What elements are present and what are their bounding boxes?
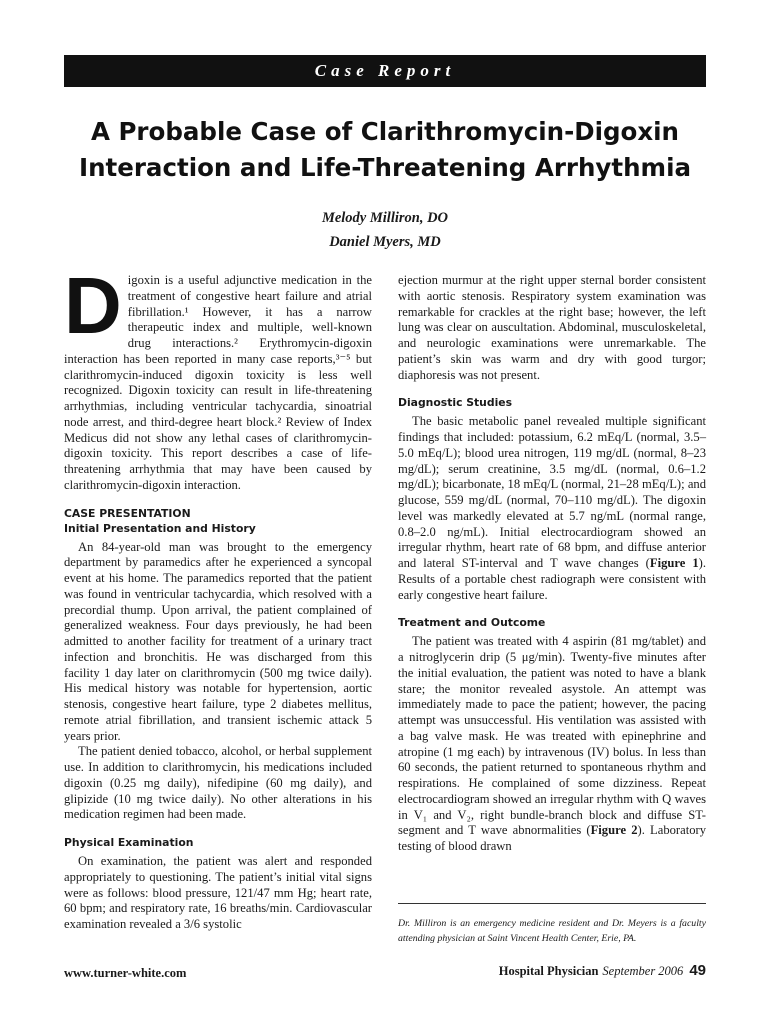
treatment-text-b: ). Laboratory testing of blood drawn	[398, 823, 706, 853]
subheading-physical-examination: Physical Examination	[64, 836, 194, 849]
paragraph-diagnostic-studies	[398, 414, 706, 603]
figure-2-reference[interactable]: Figure 2	[590, 823, 638, 838]
figure-1-reference[interactable]: Figure 1	[649, 556, 699, 570]
article-type-banner: Case Report	[64, 55, 706, 87]
treatment-text-a: The patient was treated with 4 aspirin (81 mg/tablet) and a nitroglycerin drip (5 μg/min). Twenty-five minutes after the initial evaluation, the patient was noted to have a blank stare; the monitor revealed asystole. An attempt was immediately made to pace the patient; however, the pacing attempt was unsuccessful. His ventilation was assisted with a bag valve mask. He was treated with epinephrine and atropine (1 mg each) by intravenous (IV) bolus. In less than 60 seconds, the patient returned to spontaneous rhythm and respirations. He complained of some dizziness. Repeat electrocardiogram showed an irregular rhythm with Q waves in V₁ and V₂, right bundle-branch block and diffuse ST-segment and T wave abnormalities (	[398, 634, 706, 838]
intro-text: igoxin is a useful adjunctive medication in the treatment of congestive heart failure and atrial fibrillation.¹ However, it has a narrow therapeutic index and multiple, well-known drug interactions.² Erythromycin-digoxin interaction has been reported in many case reports,³⁻⁵ but clarithromycin-induced digoxin toxicity is less well recognized. Digoxin toxicity can result in life-threatening arrhythmias, including ventricular tachycardia, sinoatrial node arrest, and third-degree heart block.² Review of Index Medicus did not show any lethal cases of clarithromycin-digoxin toxicity. This report describes a case of life-threatening arrhythmia that may have been caused by clarithromycin-digoxin interaction.	[64, 273, 372, 492]
paragraph-physical-examination: On examination, the patient was alert and responded appropriately to questioning. The patient’s initial vital signs were as follows: blood pressure, 121/47 mm Hg; heart rate, 60 bpm; and respiratory rate, 16 breaths/min. Cardiovascular examination revealed a 3/6 systolic	[64, 854, 372, 931]
footer-website-link[interactable]: www.turner-white.com	[64, 966, 187, 980]
subheading-diagnostic-studies: Diagnostic Studies	[398, 396, 513, 410]
diagnostic-text-a: The basic metabolic panel revealed multiple significant findings that included: potassium, 6.2 mEq/L (normal, 3.5–5.0 mEq/L); blood urea nitrogen, 119 mg/dL (normal, 8–23 mg/dL); serum creatinine, 3.5 mg/dL (normal, 0.6–1.2 mg/dL); bicarbonate, 18 mEq/L (normal, 21–28 mEq/L); and glucose, 559 mg/dL (normal, 70–110 mg/dL). The digoxin level was markedly elevated at 5.7 ng/mL (normal range, 0.8–2.0 ng/mL). Initial electrocardiogram showed an irregular rhythm, heart rate of 68 bpm, and diffuse anterior and lateral ST-interval and T wave changes (	[398, 414, 706, 570]
author-affiliation-footnote: Dr. Milliron is an emergency medicine resident and Dr. Meyers is a faculty attending physician at Saint Vincent Health Center, Erie, PA.	[398, 903, 706, 946]
footer-date: September 2006	[602, 964, 684, 978]
footer-journal-name: Hospital Physician	[498, 964, 599, 978]
author-list	[0, 206, 770, 254]
title-line-1: A Probable Case of Clarithromycin-Digoxin	[90, 117, 679, 146]
intro-paragraph	[64, 261, 372, 494]
section-heading-case-presentation: CASE PRESENTATION	[64, 506, 191, 520]
diagnostic-text-b: ). Results of a portable chest radiograph were consistent with early congestive heart failure.	[398, 556, 706, 602]
paragraph-treatment-outcome	[398, 634, 706, 855]
drop-cap: D	[64, 261, 122, 350]
page-number: 49	[689, 962, 706, 979]
paragraph-medications: The patient denied tobacco, alcohol, or herbal supplement use. In addition to clarithromycin, his medications included digoxin (0.25 mg daily), nifedipine (60 mg daily), and glipizide (10 mg twice daily). No other alterations in his medication regimen had been made.	[64, 744, 372, 822]
author-2: Daniel Myers, MD	[329, 234, 441, 250]
title-line-2: Interaction and Life-Threatening Arrhythmia	[78, 153, 692, 182]
article-title	[40, 114, 730, 186]
left-column	[64, 261, 372, 933]
subheading-treatment-outcome: Treatment and Outcome	[398, 616, 546, 630]
paragraph-exam-continued: ejection murmur at the right upper sternal border consistent with aortic stenosis. Respiratory system examination was remarkable for crackles at the right base; however, the left lung was clear on auscultation. Abdominal, musculoskeletal, and neurologic examinations were unremarkable. The patient’s skin was warm and dry with good turgor; diaphoresis was not present.	[398, 273, 706, 382]
author-1: Melody Milliron, DO	[321, 210, 449, 226]
right-column	[398, 273, 706, 855]
footer-journal-info	[499, 962, 706, 979]
subheading-initial-presentation: Initial Presentation and History	[64, 521, 256, 535]
paragraph-initial-presentation: An 84-year-old man was brought to the emergency department by paramedics after he experienced a syncopal event at his home. The paramedics reported that the patient was found in ventricular tachycardia, which resolved with a precordial thump. Upon arrival, the patient complained of generalized weakness. Four days previously, he had been admitted to another facility for treatment of a urinary tract infection and bronchitis. He was discharged from this facility 1 day later on clarithromycin (500 mg twice daily). His medical history was notable for hypertension, aortic stenosis, congestive heart failure, type 2 diabetes mellitus, remote atrial fibrillation, and transient ischemic attack 5 years prior.	[64, 539, 372, 743]
